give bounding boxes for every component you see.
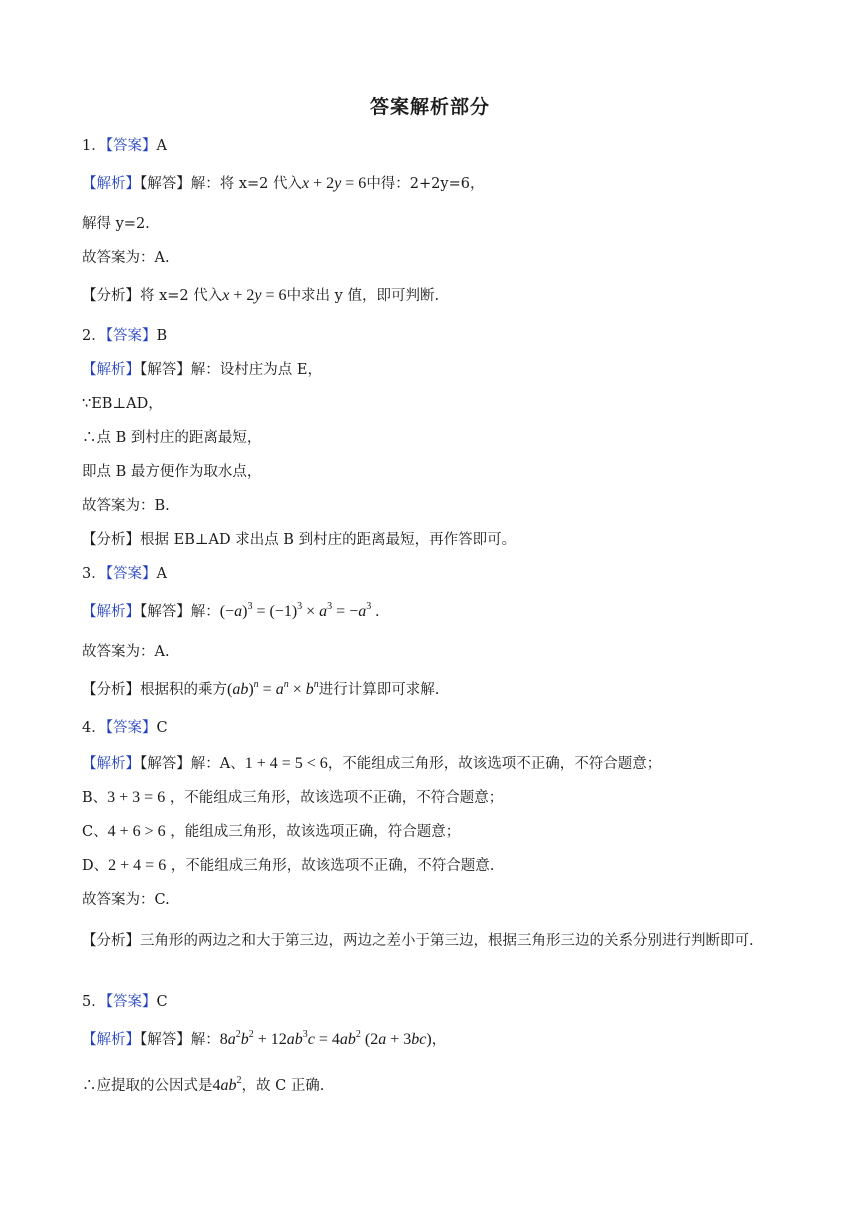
answer-tag: 【答案】: [105, 138, 157, 154]
q1-equation: x + 2y = 6: [222, 287, 287, 304]
q1-answer-line: [82, 136, 167, 156]
q4-solution-line: 【解析】【解答】解：A、1 + 4 = 5 < 6，不能组成三角形，故该选项不正确，不符合题意；: [82, 755, 662, 772]
q2-answer-line: 2．【答案】B: [82, 328, 168, 344]
q5-solution-line: 【解析】【解答】解：$8a^2b^2 + 12ab^3c = 4ab^2$ (2a + 3bc)，: [82, 1029, 447, 1048]
q3-answer: A: [156, 566, 167, 582]
q1-answer: A: [156, 138, 167, 154]
q4-option-d: D、2 + 4 = 6 ，不能组成三角形，故该选项不正确，不符合题意.: [82, 857, 495, 874]
q4-answer: C: [156, 720, 168, 736]
q4-option-b: B、3 + 3 = 6 ，不能组成三角形，故该选项不正确，不符合题意；: [82, 789, 504, 806]
q1-solution-line: [82, 174, 484, 194]
q3-answer-line: 3．【答案】A: [82, 566, 167, 582]
q4-option-c: C、4 + 6 > 6 ，能组成三角形，故该选项正确，符合题意；: [82, 823, 461, 840]
q2-solution-line: 【解析】【解答】解：设村庄为点 E，: [82, 362, 322, 378]
q1-text: 中得：2+2y=6，: [366, 176, 485, 192]
q2-line: 故答案为：B.: [82, 498, 170, 514]
q3-analysis: 【分析】根据积的乘方$(ab)^n = a^n \times b^n$进行计算即可求解.: [82, 679, 440, 698]
q5-conclusion: ∴应提取的公因式是$4ab^2$，故 C 正确.: [82, 1075, 325, 1094]
page-title: 答案解析部分: [369, 96, 490, 118]
q1-text: 解：将 x=2 代入: [190, 176, 303, 192]
q5-factor: $4ab^2$: [212, 1075, 242, 1094]
q1-line: 故答案为：A.: [82, 250, 170, 266]
q3-line: 故答案为：A.: [82, 644, 170, 660]
jiexi-tag: 【解析】: [82, 176, 140, 192]
q5-equation: $8a^2b^2 + 12ab^3c = 4ab^2$ (2a + 3bc): [219, 1029, 432, 1048]
q5-answer-line: 5．【答案】C: [82, 994, 168, 1010]
q3-equation: $(-a)^3 = (-1)^3 \times a^3 = -a^3$ .: [219, 601, 380, 620]
q2-answer: B: [156, 328, 168, 344]
q4-analysis: 【分析】三角形的两边之和大于第三边，两边之差小于第三边，根据三角形三边的关系分别进行判断即可.: [82, 933, 754, 949]
q1-equation: x + 2y = 6: [302, 175, 367, 192]
jieda-tag: 【解答】: [140, 176, 191, 192]
q4-inequality: 1 + 4 = 5 < 6: [244, 755, 328, 772]
q4-answer-line: 4．【答案】C: [82, 720, 168, 736]
q1-number: 1．: [82, 138, 106, 154]
q4-line: 故答案为：C.: [82, 892, 170, 908]
q1-analysis: 【分析】将 x=2 代入x + 2y = 6中求出 y 值，即可判断.: [82, 287, 440, 304]
q3-solution-line: 【解析】【解答】解：$(-a)^3 = (-1)^3 \times a^3 = -a^3$ .: [82, 601, 380, 620]
q5-answer: C: [156, 994, 168, 1010]
fenxi-tag: 【分析】: [82, 288, 140, 304]
q3-formula: $(ab)^n = a^n \times b^n$: [227, 679, 319, 698]
q2-line: ∴点 B 到村庄的距离最短，: [82, 430, 262, 446]
q1-line: 解得 y=2.: [82, 216, 150, 232]
q2-line: 即点 B 最方便作为取水点，: [82, 464, 262, 480]
q2-analysis: 【分析】根据 EB⊥AD 求出点 B 到村庄的距离最短，再作答即可。: [82, 532, 517, 548]
q2-line: ∵EB⊥AD，: [82, 396, 163, 412]
